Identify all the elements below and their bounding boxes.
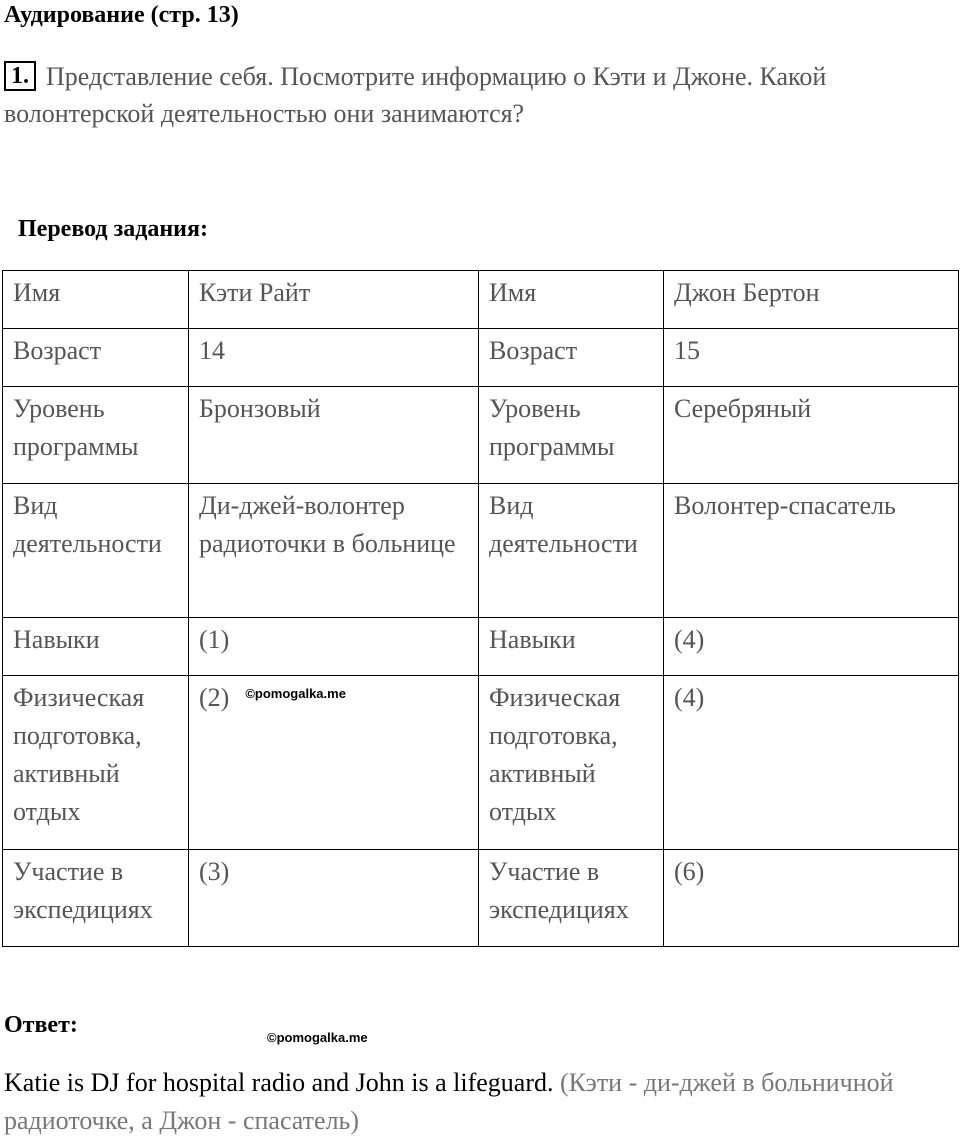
table-cell: Физическая подготовка, активный отдых <box>479 676 664 850</box>
task-text: Представление себя. Посмотрите информацию о Кэти и Джоне. Какой волонтерской деятельностью они занимаются? <box>4 62 827 128</box>
watermark: ©pomogalka.me <box>245 686 346 701</box>
table-cell: Ди-джей-волонтер радиоточки в больнице <box>189 484 479 618</box>
table-cell: Участие в экспедициях <box>479 850 664 947</box>
table-cell: Вид деятельности <box>479 484 664 618</box>
table-cell: Навыки <box>479 618 664 676</box>
table-cell: Возраст <box>479 329 664 387</box>
answer-translation: (Кэти - ди-джей в больничной радиоточке, а Джон - спасатель) <box>4 1068 894 1135</box>
answer-text <box>4 1064 944 1140</box>
task-number: 1. <box>4 61 36 91</box>
table-cell: Участие в экспедициях <box>3 850 189 947</box>
answer-english: Katie is DJ for hospital radio and John is a lifeguard. <box>4 1068 554 1097</box>
table-row <box>3 676 959 850</box>
table-cell: Имя <box>3 271 189 329</box>
table-cell: (4) <box>664 618 959 676</box>
answer-label: Ответ: <box>4 1012 78 1038</box>
watermark: ©pomogalka.me <box>267 1030 368 1045</box>
table-row <box>3 850 959 947</box>
table-cell: (3) <box>189 850 479 947</box>
table-row <box>3 484 959 618</box>
table-cell: (1) <box>189 618 479 676</box>
table-cell: (6) <box>664 850 959 947</box>
table-cell: Физическая подготовка, активный отдых <box>3 676 189 850</box>
cell-value: (2) <box>199 683 230 712</box>
table-row <box>3 271 959 329</box>
table-cell: Имя <box>479 271 664 329</box>
task-block <box>4 58 944 132</box>
table-cell: Возраст <box>3 329 189 387</box>
page-heading: Аудирование (стр. 13) <box>4 2 239 28</box>
table-cell: (4) <box>664 676 959 850</box>
table-cell: Уровень программы <box>3 387 189 484</box>
table-cell: Бронзовый <box>189 387 479 484</box>
info-table <box>2 270 959 947</box>
table-cell <box>189 676 479 850</box>
table-cell: Вид деятельности <box>3 484 189 618</box>
table-row <box>3 618 959 676</box>
table-cell: Волонтер-спасатель <box>664 484 959 618</box>
table-row <box>3 387 959 484</box>
table-cell: 15 <box>664 329 959 387</box>
table-row <box>3 329 959 387</box>
table-cell: Уровень программы <box>479 387 664 484</box>
table-cell: Кэти Райт <box>189 271 479 329</box>
table-cell: Серебряный <box>664 387 959 484</box>
translation-heading: Перевод задания: <box>18 216 208 242</box>
table-cell: Навыки <box>3 618 189 676</box>
table-cell: 14 <box>189 329 479 387</box>
table-cell: Джон Бертон <box>664 271 959 329</box>
